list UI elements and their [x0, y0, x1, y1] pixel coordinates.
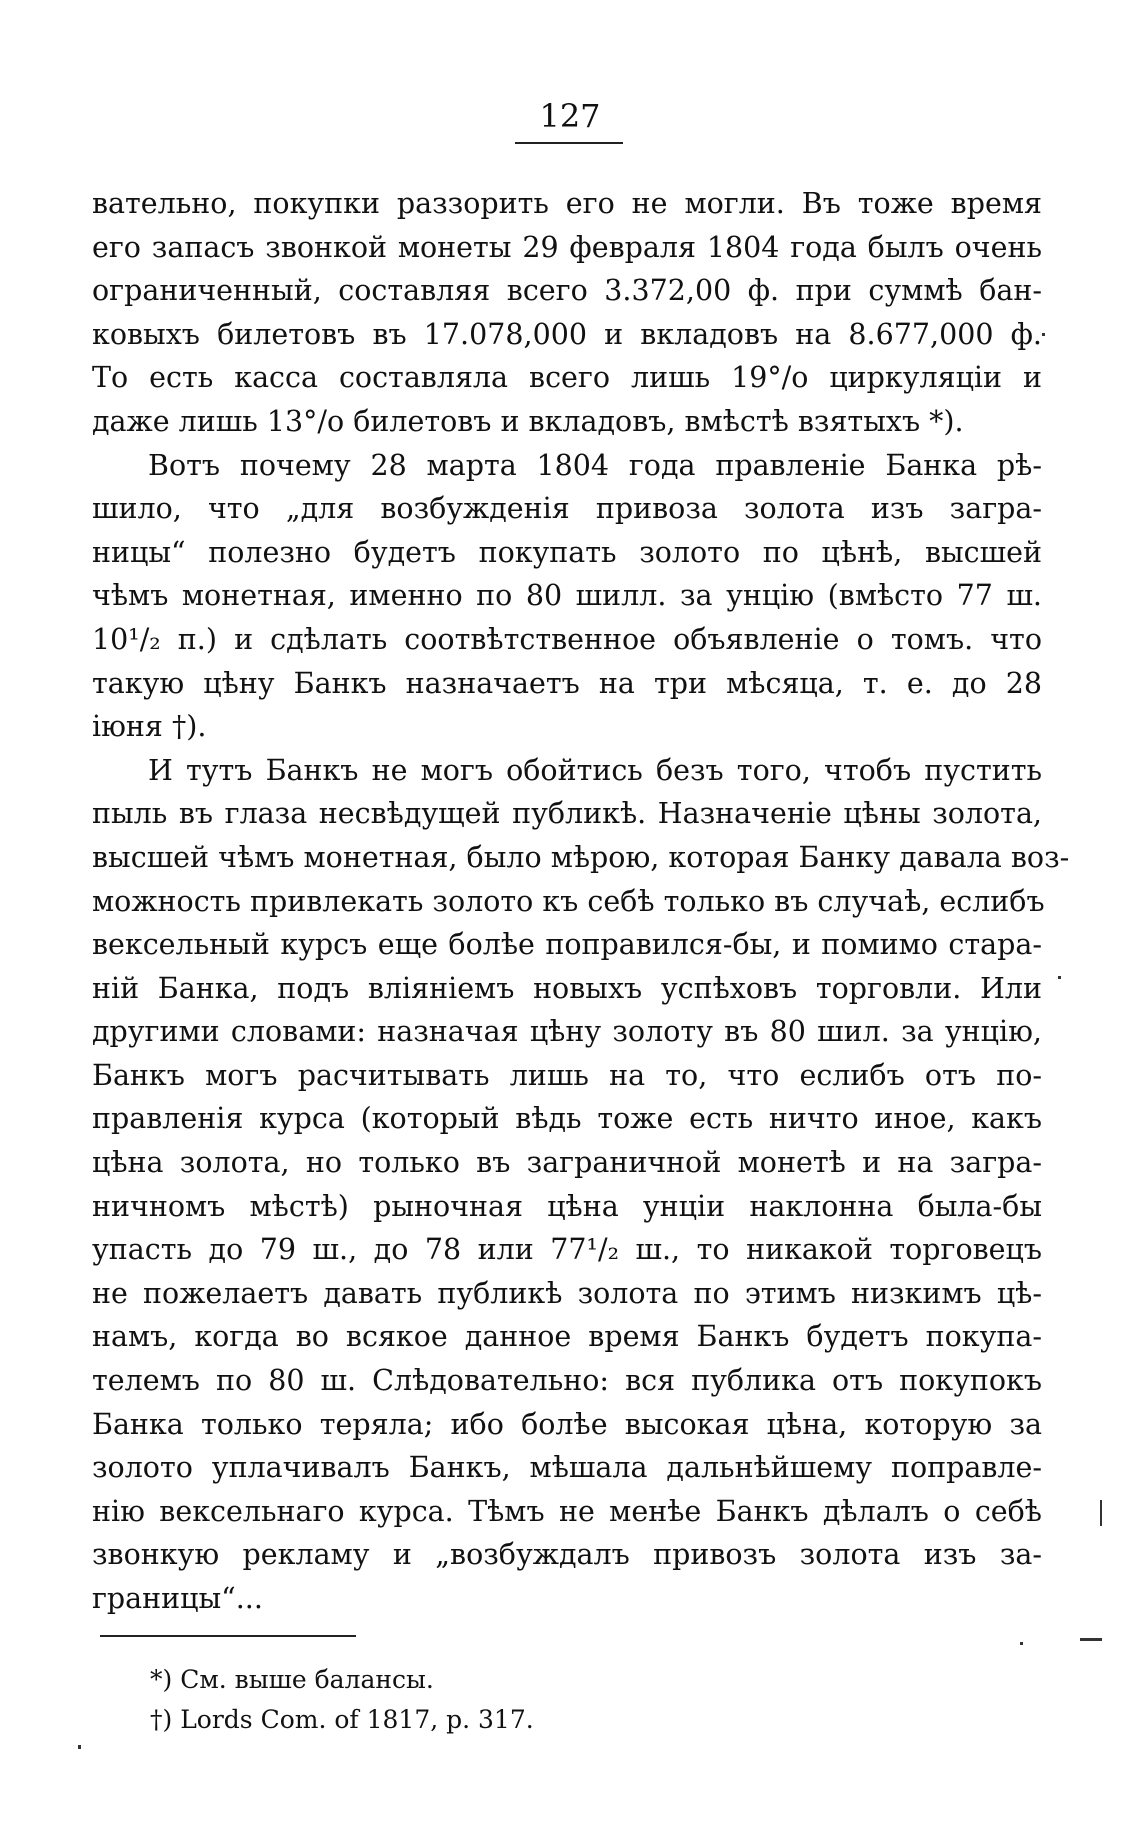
- text-line: границы“...: [92, 1582, 263, 1615]
- text-line: высшей чѣмъ монетная, было мѣрою, которая Банку давала воз-: [92, 840, 1070, 874]
- scan-speck: [78, 1745, 81, 1749]
- paragraph-1: [92, 182, 1042, 444]
- page-number-underline: [515, 142, 623, 144]
- text-line: вательно, покупки раззорить его не могли. Въ тоже время: [92, 187, 1042, 220]
- paragraph-2: [92, 444, 1042, 749]
- text-line: золото уплачивалъ Банкъ, мѣшала дальнѣйшему поправле-: [92, 1451, 1042, 1485]
- text-line: намъ, когда во всякое данное время Банкъ будетъ покупа-: [92, 1320, 1042, 1354]
- scan-speck: [1100, 1500, 1102, 1526]
- text-line: вексельный курсъ еще болѣе поправился-бы, и помимо стара-: [92, 928, 1042, 962]
- text-line: упасть до 79 ш., до 78 или 77¹/₂ ш., то никакой торговецъ: [92, 1233, 1042, 1267]
- footnote-1: *) См. выше балансы.: [150, 1665, 434, 1694]
- text-line: можность привлекать золото къ себѣ только въ случаѣ, еслибъ: [92, 884, 1045, 918]
- scan-speck: [1058, 976, 1061, 979]
- text-line: ограниченный, составляя всего 3.372,00 ф. при суммѣ бан-: [92, 274, 1042, 308]
- text-line: То есть касса составляла всего лишь 19°/o циркуляціи и: [92, 361, 1042, 395]
- text-line: чѣмъ монетная, именно по 80 шилл. за унцію (вмѣсто 77 ш.: [92, 579, 1042, 613]
- text-line: нію вексельнаго курса. Тѣмъ не менѣе Банкъ дѣлалъ о себѣ: [92, 1494, 1042, 1528]
- text-line: ничномъ мѣстѣ) рыночная цѣна унціи наклонна была-бы: [92, 1189, 1042, 1223]
- text-line: не пожелаетъ давать публикѣ золота по этимъ низкимъ цѣ-: [92, 1276, 1042, 1310]
- footnote-2: †) Lords Com. of 1817, p. 317.: [150, 1705, 534, 1734]
- text-line: звонкую рекламу и „возбуждалъ привозъ золота изъ за-: [92, 1538, 1042, 1572]
- text-line: ковыхъ билетовъ въ 17.078,000 и вкладовъ на 8.677,000 ф.: [92, 317, 1042, 351]
- text-line: цѣна золота, но только въ заграничной монетѣ и на загра-: [92, 1146, 1042, 1180]
- text-line: правленія курса (который вѣдь тоже есть ничто иное, какъ: [92, 1102, 1042, 1136]
- body-text: [92, 182, 1070, 1621]
- text-line: ній Банка, подъ вліяніемъ новыхъ успѣховъ торговли. Или: [92, 971, 1042, 1005]
- text-line: ницы“ полезно будетъ покупать золото по цѣнѣ, высшей: [92, 535, 1042, 569]
- text-line: Вотъ почему 28 марта 1804 года правленіе Банка рѣ-: [148, 448, 1042, 482]
- text-line: 10¹/₂ п.) и сдѣлать соотвѣтственное объявленіе о томъ. что: [92, 622, 1042, 656]
- text-line: другими словами: назначая цѣну золоту въ 80 шил. за унцію,: [92, 1015, 1042, 1049]
- scan-speck: [1020, 1642, 1023, 1645]
- text-line: даже лишь 13°/o билетовъ и вкладовъ, вмѣстѣ взятыхъ *).: [92, 404, 964, 438]
- text-line: пыль въ глаза несвѣдущей публикѣ. Назначеніе цѣны золота,: [92, 797, 1042, 831]
- text-line: Банка только теряла; ибо болѣе высокая цѣна, которую за: [92, 1407, 1042, 1441]
- text-line: іюня †).: [92, 710, 207, 744]
- text-line: его запасъ звонкой монеты 29 февраля 1804 года былъ очень: [92, 230, 1042, 264]
- text-line: такую цѣну Банкъ назначаетъ на три мѣсяца, т. е. до 28: [92, 666, 1042, 700]
- paragraph-3: [92, 749, 1070, 1621]
- footnotes: [150, 1660, 534, 1740]
- page-number: 127: [539, 97, 601, 135]
- text-line: И тутъ Банкъ не могъ обойтись безъ того, чтобъ пустить: [148, 753, 1042, 787]
- text-line: Банкъ могъ расчитывать лишь на то, что еслибъ отъ по-: [92, 1058, 1042, 1092]
- scan-speck: [1042, 333, 1045, 336]
- footnote-separator: [100, 1635, 356, 1637]
- text-line: шило, что „для возбужденія привоза золота изъ загра-: [92, 492, 1042, 526]
- scan-speck: [1080, 1638, 1102, 1641]
- text-line: телемъ по 80 ш. Слѣдовательно: вся публика отъ покупокъ: [92, 1364, 1042, 1398]
